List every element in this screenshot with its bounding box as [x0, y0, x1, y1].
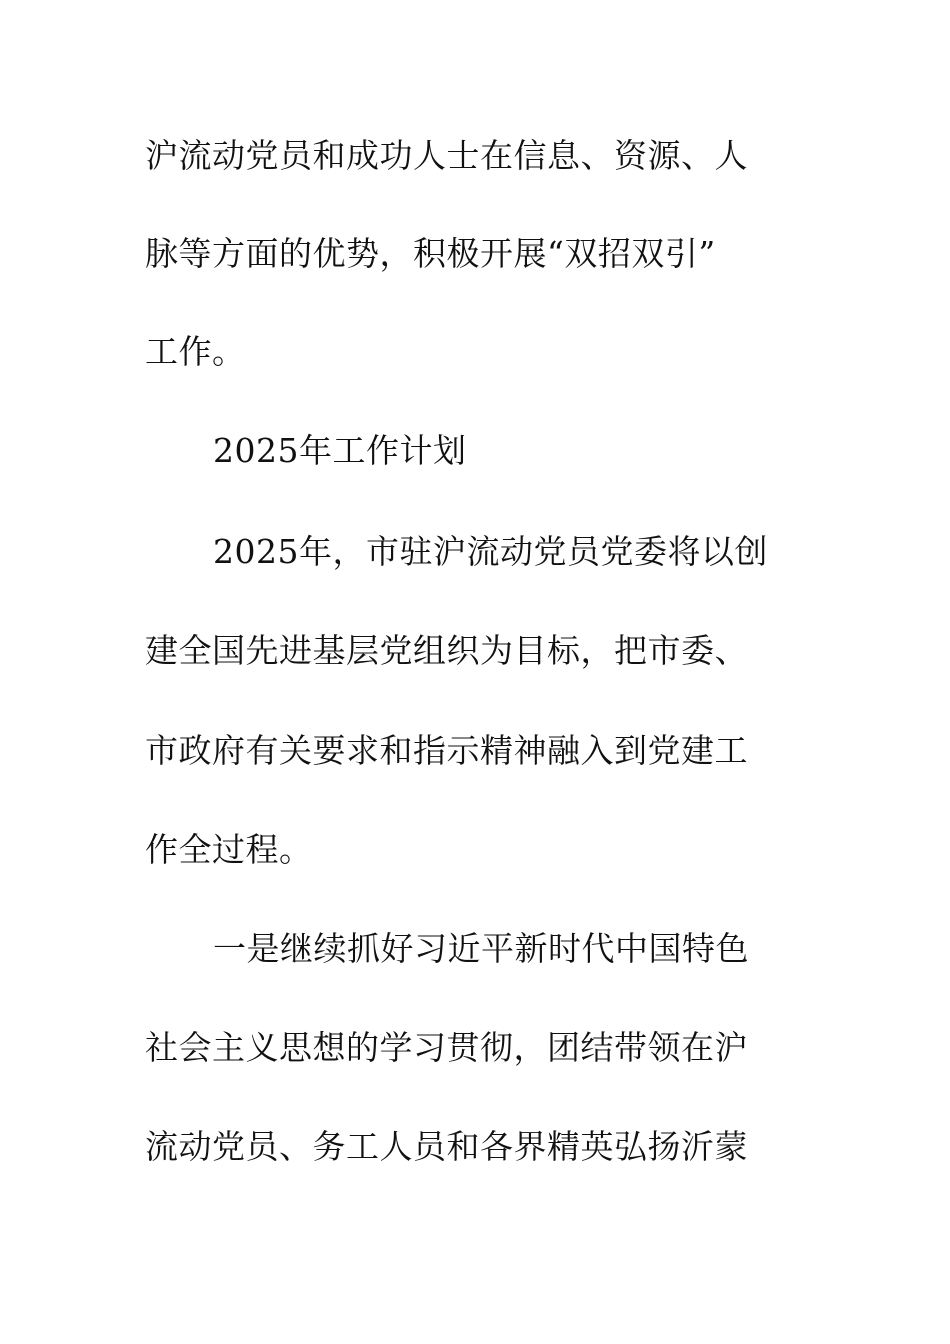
text-line: 沪流动党员和成功人士在信息、资源、人	[145, 136, 748, 175]
text-line: 作全过程。	[145, 830, 313, 869]
text-line: 脉等方面的优势，积极开展“双招双引”	[145, 234, 716, 273]
text-line: 流动党员、务工人员和各界精英弘扬沂蒙	[145, 1127, 748, 1166]
text-line: 工作。	[145, 332, 246, 371]
text-line: 一是继续抓好习近平新时代中国特色	[213, 929, 749, 968]
text-line: 2025年，市驻沪流动党员党委将以创	[213, 532, 768, 571]
text-line: 建全国先进基层党组织为目标，把市委、	[145, 631, 748, 670]
section-heading: 2025年工作计划	[213, 431, 467, 470]
text-line: 社会主义思想的学习贯彻，团结带领在沪	[145, 1028, 748, 1067]
text-line: 市政府有关要求和指示精神融入到党建工	[145, 731, 748, 770]
